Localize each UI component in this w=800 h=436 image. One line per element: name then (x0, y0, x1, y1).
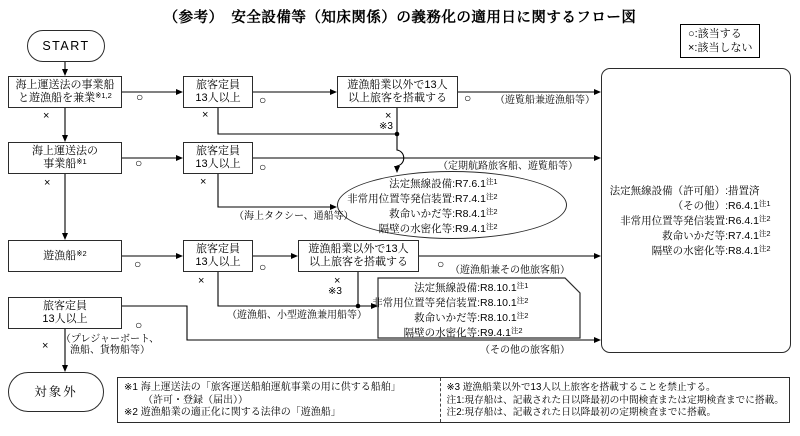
ellipse-schedule-rows (343, 177, 563, 237)
no-mark: × (334, 275, 341, 287)
note-chu1: 注1:現存船は、記載された日以降最初の中間検査または定期検査までに搭載。 (446, 394, 784, 406)
final-schedule-rows (602, 184, 788, 259)
legend-box (680, 24, 760, 58)
note-chu2: 注2:現存船は、記載された日以降最初の定期検査までに搭載。 (446, 407, 717, 419)
edge-label-small-fishing: （遊漁船、小型遊漁兼用船等） (227, 310, 367, 321)
yes-mark: ○ (136, 90, 144, 104)
schedule-row: 法定無線設備: R7.6.1$^{注1}$ (389, 177, 498, 190)
schedule-row: 非常用位置等発信装置: R8.10.1$^{注2}$ (372, 296, 529, 309)
business-and-fishing-box: 海上運送法の事業船 と遊漁船を兼業$^{※1,2}$ (8, 76, 122, 108)
edge-label-pleasure-boat: （プレジャーボート、 漁船、貨物船等） (60, 334, 160, 356)
excluded-node: 対象外 (8, 372, 104, 412)
nonfishing-box-r3: 遊漁船業以外で13人 以上旅客を搭載する (298, 240, 419, 272)
edge-label-sea-taxi: （海上タクシー、通船等） (234, 211, 354, 222)
schedule-row: 救命いかだ等: R8.4.1$^{注2}$ (389, 207, 498, 220)
yes-mark: ○ (464, 91, 472, 105)
yes-mark: ○ (259, 160, 267, 174)
schedule-row: 非常用位置等発信装置: R7.4.1$^{注2}$ (347, 192, 498, 205)
note-1a: ※1 海上運送法の「旅客運送船舶運航事業の用に供する船舶」 (124, 382, 401, 393)
note3-mark: ※3 (328, 286, 342, 297)
yes-mark: ○ (259, 260, 267, 274)
schedule-row: 法定無線設備（許可船）: 措置済 (609, 185, 760, 197)
yes-mark: ○ (437, 257, 445, 271)
schedule-row: 救命いかだ等: R7.4.1$^{注2}$ (662, 229, 771, 242)
no-mark: × (42, 340, 49, 352)
schedule-row: 非常用位置等発信装置: R6.4.1$^{注2}$ (620, 214, 771, 227)
legend-no: ×:該当しない (688, 42, 753, 54)
notes-left-column (118, 378, 440, 422)
schedule-row: 救命いかだ等: R8.10.1$^{注2}$ (414, 311, 529, 324)
capacity-box-r3: 旅客定員 13人以上 (183, 240, 253, 272)
business-box: 海上運送法の 事業船$^{※1}$ (8, 142, 122, 174)
yes-mark: ○ (134, 257, 142, 271)
yes-mark: ○ (259, 93, 267, 107)
notes-right-column (440, 378, 789, 422)
no-mark: × (385, 110, 392, 122)
legend-yes: ○:該当する (688, 28, 742, 40)
fishing-box: 遊漁船$^{※2}$ (8, 240, 122, 272)
no-mark: × (202, 109, 209, 121)
cutbox-schedule-rows (368, 281, 574, 341)
schedule-row: 法定無線設備: R8.10.1$^{注1}$ (414, 281, 529, 294)
capacity-box-r2: 旅客定員 13人以上 (183, 142, 253, 174)
no-mark: × (44, 177, 51, 189)
no-mark: × (198, 275, 205, 287)
page-title: （参考） 安全設備等（知床関係）の義務化の適用日に関するフロー図 (163, 10, 637, 26)
footnote-ref: ※1 (76, 157, 87, 166)
note3-mark: ※3 (379, 121, 393, 132)
start-node: START (27, 30, 105, 62)
edge-label-regular-route: （定期航路旅客船、遊覧船等） (438, 161, 578, 172)
capacity-box-r1: 旅客定員 13人以上 (183, 76, 253, 108)
edge-label-sightseeing: （遊覧船兼遊漁船等） (495, 95, 595, 106)
note-1b: （許可・登録（届出）） (143, 394, 248, 406)
capacity-box-r4: 旅客定員 13人以上 (8, 297, 122, 329)
footnote-ref: ※2 (76, 248, 87, 258)
no-mark: × (200, 176, 207, 188)
note-2: ※2 遊漁船業の適正化に関する法律の「遊漁船」 (124, 407, 341, 419)
no-mark: × (43, 110, 50, 122)
footnote-ref: ※1,2 (95, 91, 112, 100)
yes-mark: ○ (135, 156, 143, 170)
schedule-row: （その他）: R6.4.1$^{注1}$ (672, 199, 771, 212)
schedule-row: 隔壁の水密化等: R8.4.1$^{注2}$ (651, 244, 771, 257)
notes-box (117, 377, 790, 423)
edge-label-fishing-other: （遊漁船兼その他旅客船） (450, 265, 570, 276)
nonfishing-box-r1: 遊漁船業以外で13人 以上旅客を搭載する (337, 76, 458, 108)
schedule-row: 隔壁の水密化等: R9.4.1$^{注2}$ (378, 222, 498, 235)
yes-mark: ○ (135, 318, 143, 332)
note-3: ※3 遊漁船業以外で13人以上旅客を搭載することを禁止する。 (446, 382, 716, 393)
schedule-row: 隔壁の水密化等: R9.4.1$^{注2}$ (403, 326, 523, 339)
edge-label-other-passenger: （その他の旅客船） (480, 345, 570, 356)
